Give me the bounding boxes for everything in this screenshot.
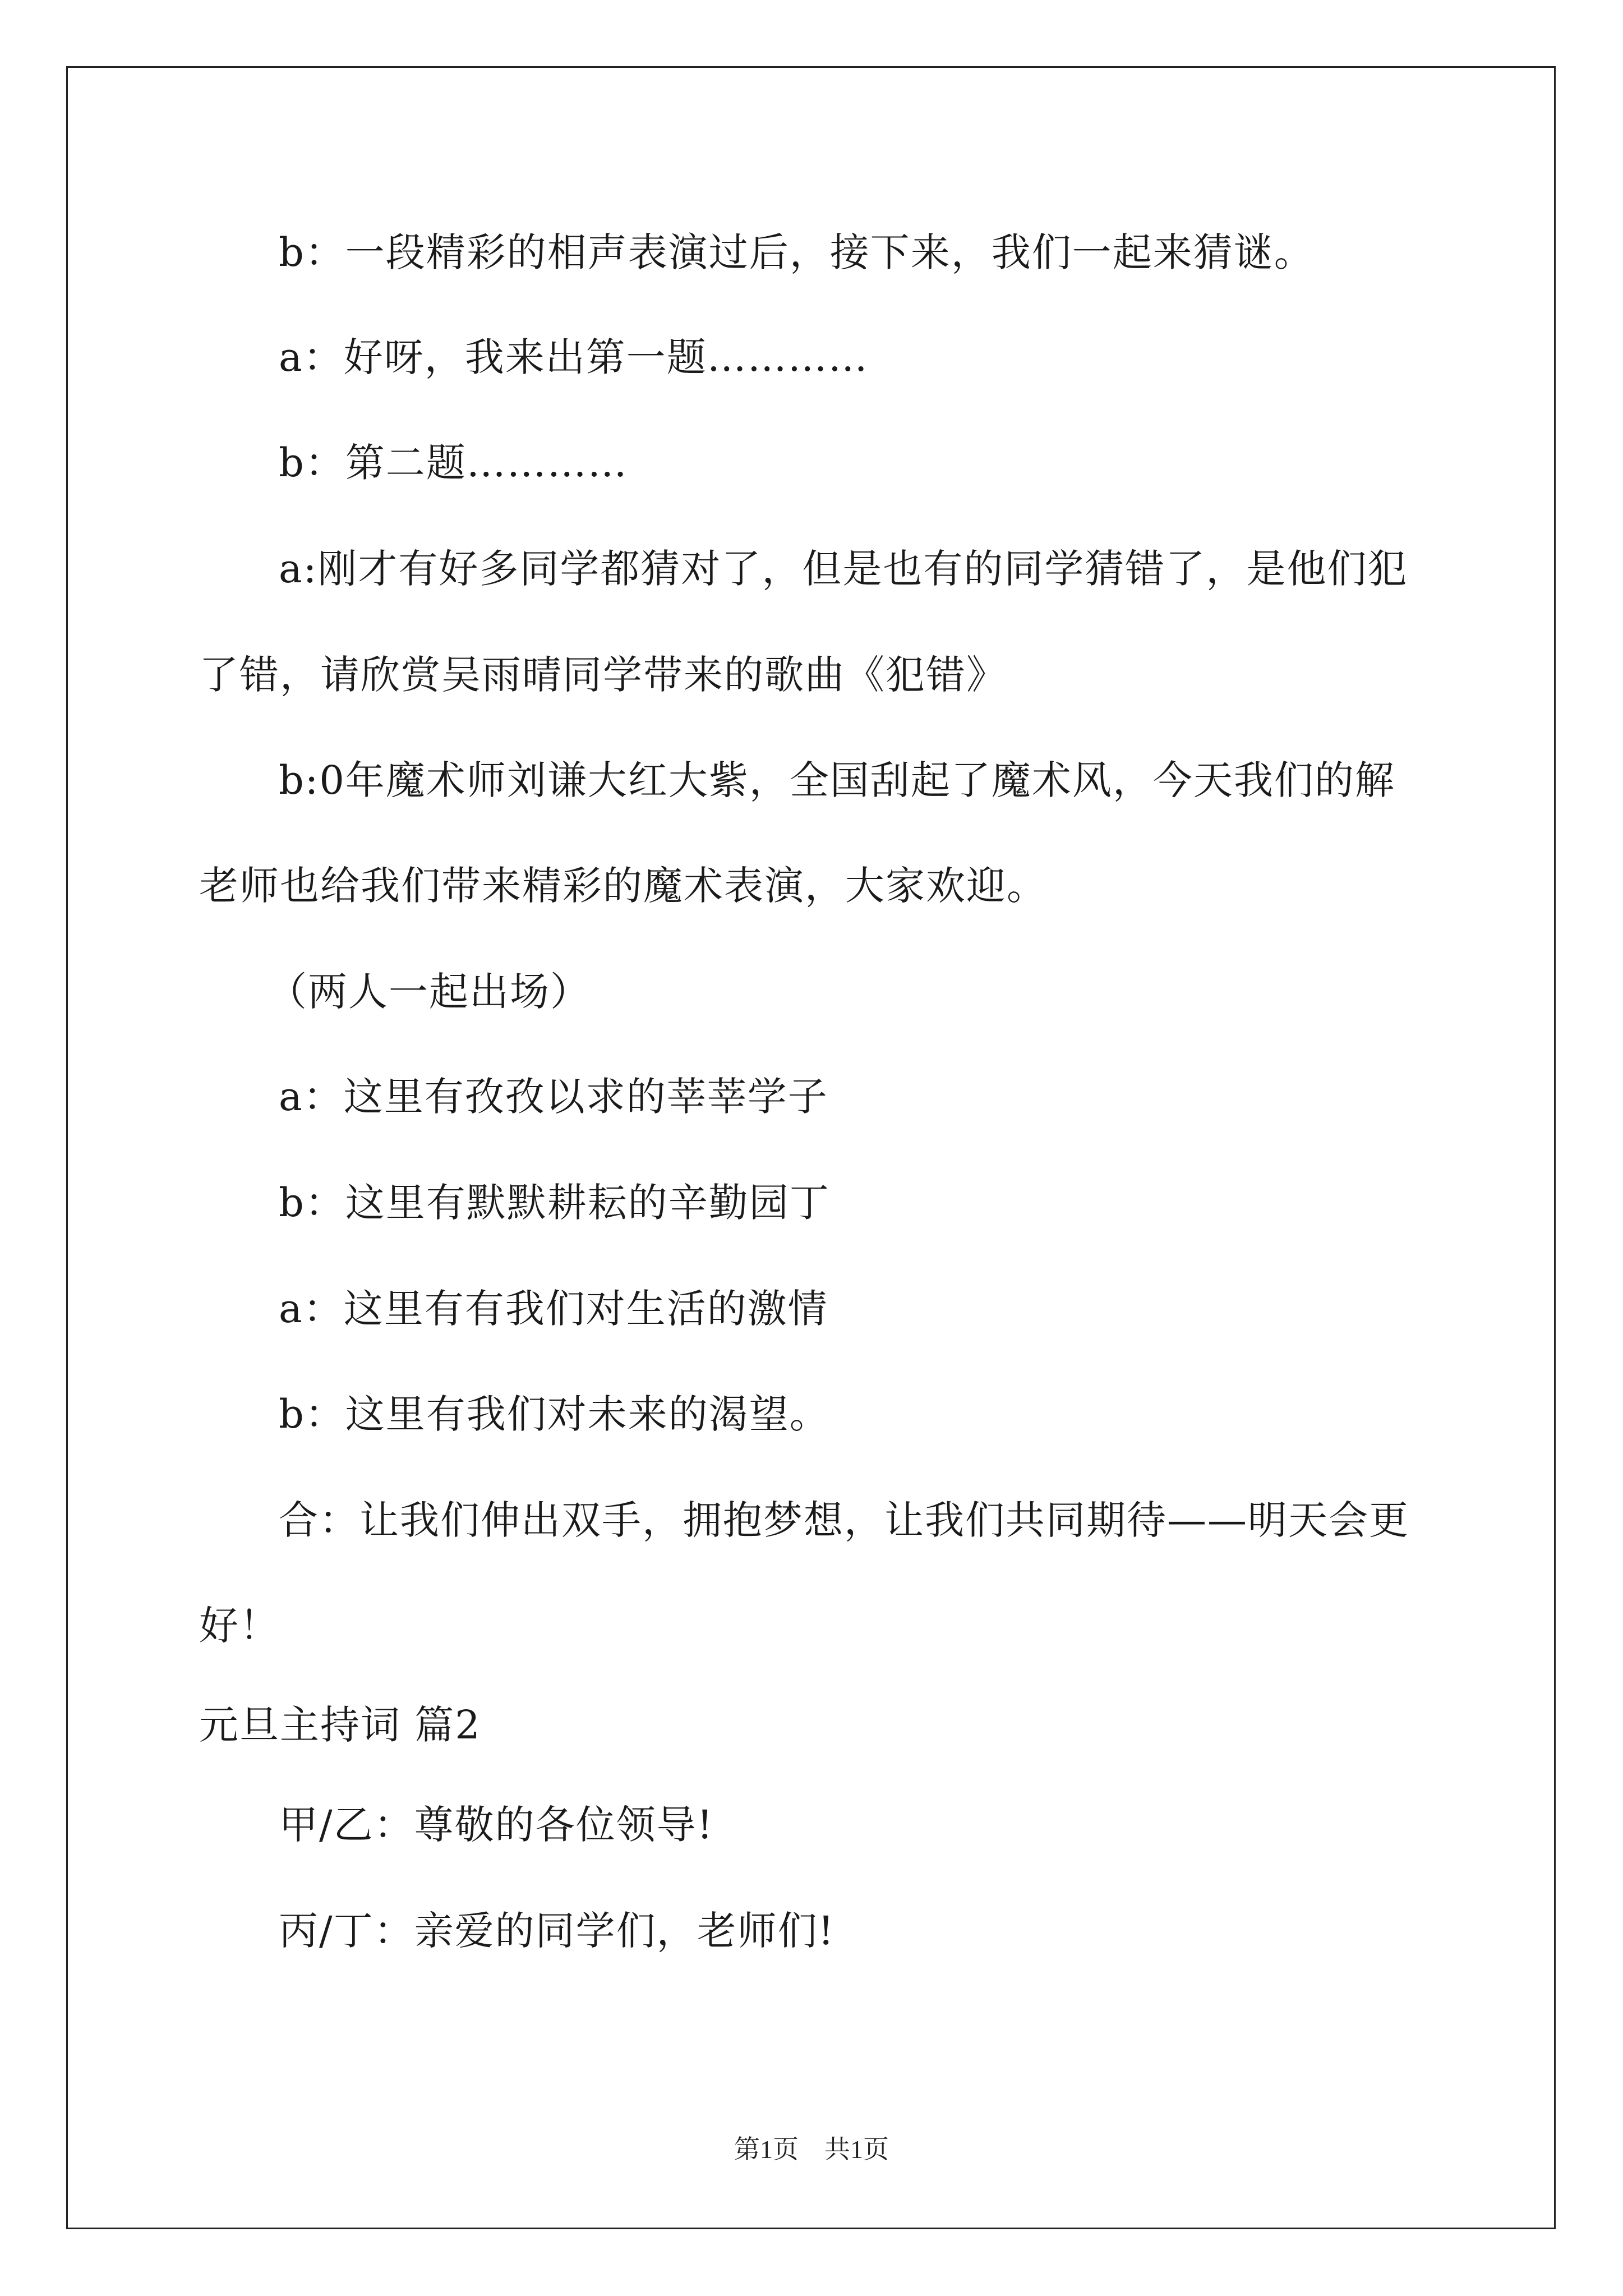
text-line: 老师也给我们带来精彩的魔术表演，大家欢迎。 [199, 863, 1047, 909]
text-line: a：好呀，我来出第一题………… [279, 334, 869, 380]
text-line: b：第二题………… [279, 440, 628, 486]
page-number: 第1页 共1页 [734, 2135, 889, 2164]
text-line: 丙/丁：亲爱的同学们，老师们! [279, 1908, 835, 1954]
section-heading: 元旦主持词 篇2 [199, 1702, 481, 1748]
text-line: a：这里有有我们对生活的激情 [279, 1286, 828, 1332]
text-line: 好！ [199, 1603, 280, 1649]
text-line: 了错，请欣赏吴雨晴同学带来的歌曲《犯错》 [199, 652, 1007, 698]
text-line: 甲/乙：尊敬的各位领导! [279, 1802, 714, 1848]
text-line: b：这里有默默耕耘的辛勤园丁 [279, 1180, 830, 1226]
text-line: 合：让我们伸出双手，拥抱梦想，让我们共同期待——明天会更 [279, 1497, 1409, 1543]
text-line: b：这里有我们对未来的渴望。 [279, 1391, 830, 1437]
stage-direction: （两人一起出场） [268, 969, 591, 1015]
text-line: b:0年魔术师刘谦大红大紫，全国刮起了魔术风，今天我们的解 [279, 757, 1395, 803]
text-line: a：这里有孜孜以求的莘莘学子 [279, 1074, 828, 1120]
text-line: a:刚才有好多同学都猜对了，但是也有的同学猜错了，是他们犯 [279, 546, 1408, 592]
page-border [66, 66, 1556, 2229]
text-line: b：一段精彩的相声表演过后，接下来，我们一起来猜谜。 [279, 229, 1315, 275]
